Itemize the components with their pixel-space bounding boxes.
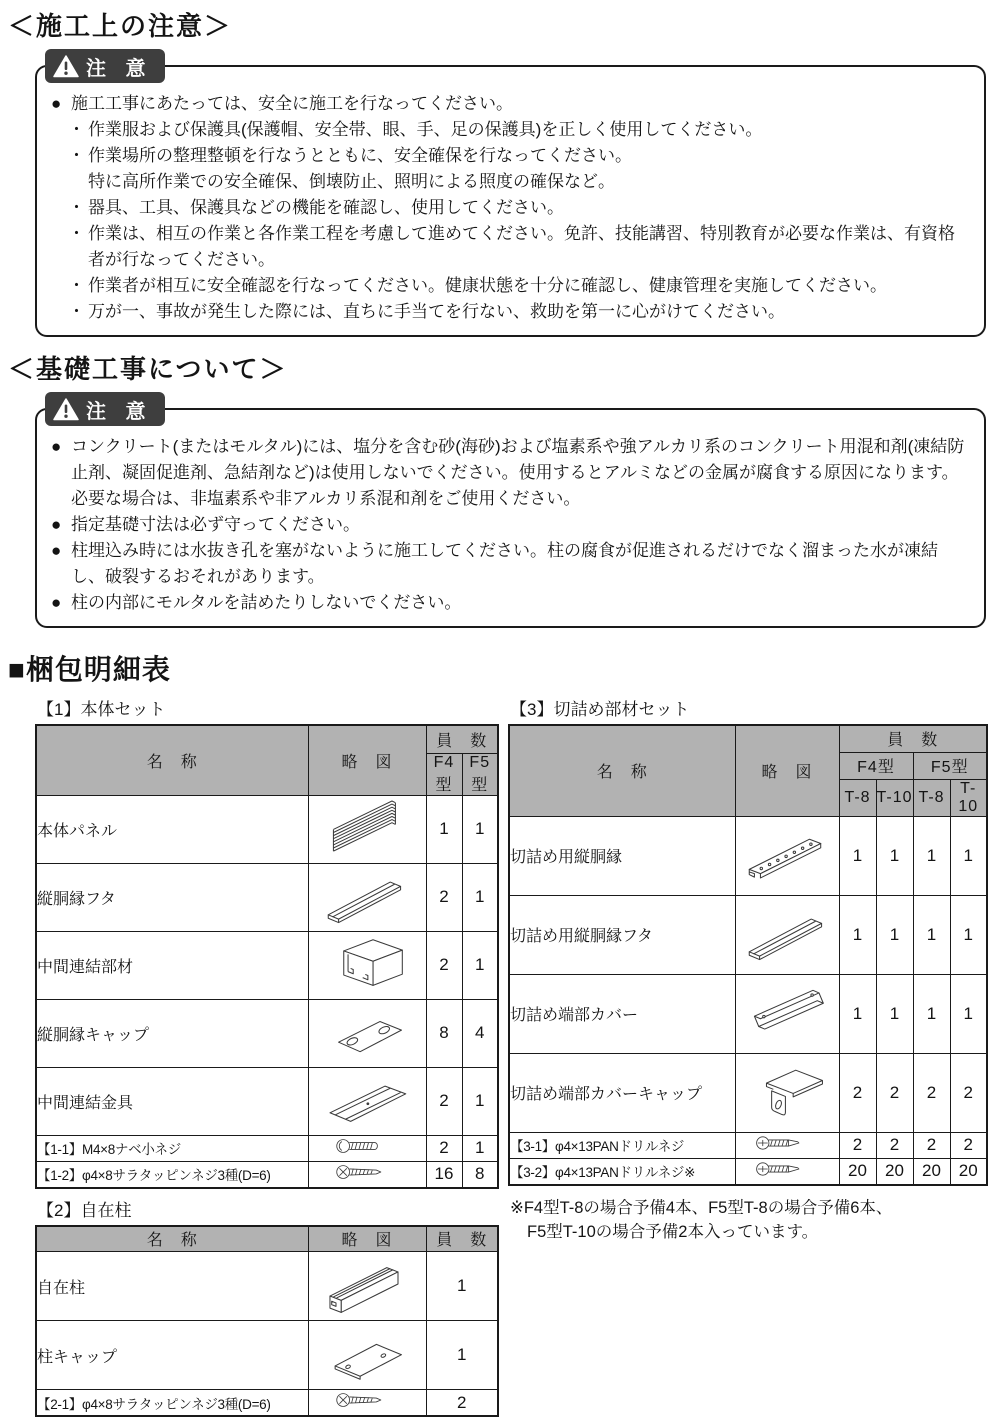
flat-strip-icon bbox=[736, 901, 840, 963]
qty-value: 2 bbox=[426, 1067, 462, 1135]
cover-cap-icon bbox=[736, 1059, 840, 1121]
qty-value: 2 bbox=[913, 1132, 950, 1158]
drilled-channel-icon bbox=[736, 822, 840, 884]
qty-value: 1 bbox=[462, 931, 498, 999]
table-row bbox=[36, 863, 498, 931]
instruction-document-page bbox=[0, 6, 1000, 1358]
bullet-marker: ● bbox=[51, 538, 71, 590]
qty-value: 1 bbox=[950, 816, 987, 895]
qty-value: 4 bbox=[462, 999, 498, 1067]
caution-block-construction bbox=[35, 49, 986, 337]
part-sketch-cell bbox=[308, 1390, 426, 1417]
caution-text: 柱埋込み時には水抜き孔を塞がないように施工してください。柱の腐食が促進されるだけでなく溜まった水が凍結し、破裂するおそれがあります。 bbox=[71, 538, 970, 590]
part-sketch-cell bbox=[308, 795, 426, 863]
table-row bbox=[509, 1053, 987, 1132]
flat-strip-icon bbox=[315, 864, 419, 926]
caution-item bbox=[51, 273, 970, 299]
table-row bbox=[509, 895, 987, 974]
qty-value: 2 bbox=[876, 1053, 913, 1132]
qty-value: 2 bbox=[426, 863, 462, 931]
bullet-marker: ● bbox=[51, 512, 71, 538]
part-name: 本体パネル bbox=[36, 795, 308, 863]
qty-value: 1 bbox=[913, 895, 950, 974]
caution-text: 施工工事にあたっては、安全に施工を行なってください。 bbox=[71, 91, 970, 117]
packing-tables-area bbox=[35, 690, 986, 1417]
part-name: 柱キャップ bbox=[36, 1321, 308, 1390]
part-sketch-cell bbox=[735, 1158, 839, 1185]
qty-value: 1 bbox=[462, 863, 498, 931]
caution-text: 作業者が相互に安全確認を行なってください。健康状態を十分に確認し、健康管理を実施してください。 bbox=[88, 273, 970, 299]
caution-text: 作業は、相互の作業と各作業工程を考慮して進めてください。免許、技能講習、特別教育が必要な作業は、有資格者が行なってください。 bbox=[88, 221, 970, 273]
qty-value: 1 bbox=[913, 974, 950, 1053]
panel-stack-icon bbox=[315, 796, 419, 858]
part-sketch-cell bbox=[308, 1252, 426, 1321]
caution-text: 柱の内部にモルタルを詰めたりしないでください。 bbox=[71, 590, 970, 616]
caution-item bbox=[51, 91, 970, 117]
table-row bbox=[36, 1321, 498, 1390]
caution-list bbox=[51, 91, 970, 325]
table-free-post bbox=[35, 1225, 499, 1417]
part-sketch-cell bbox=[735, 1053, 839, 1132]
part-name: 切詰め端部カバーキャップ bbox=[509, 1053, 735, 1132]
bullet-marker: ・ bbox=[68, 117, 88, 143]
header-t10: T-10 bbox=[950, 779, 987, 816]
table-row bbox=[36, 931, 498, 999]
caution-box bbox=[35, 408, 986, 628]
part-name: 【3-1】φ4×13PANドリルネジ bbox=[509, 1132, 735, 1158]
part-sketch-cell bbox=[735, 816, 839, 895]
qty-value: 2 bbox=[426, 1390, 498, 1417]
qty-value: 1 bbox=[876, 816, 913, 895]
part-name: 切詰め端部カバー bbox=[509, 974, 735, 1053]
cap-plate-icon bbox=[315, 1000, 419, 1062]
footnote-line: ※F4型T-8の場合予備4本、F5型T-8の場合予備6本、 bbox=[510, 1196, 986, 1220]
screw-flat-icon bbox=[334, 1162, 400, 1182]
caution-badge-label: 注 意 bbox=[86, 52, 153, 81]
caution-block-foundation bbox=[35, 392, 986, 628]
bullet-marker: ・ bbox=[68, 273, 88, 299]
table-row bbox=[36, 1135, 498, 1161]
warning-triangle-icon bbox=[53, 55, 79, 78]
qty-value: 8 bbox=[462, 1161, 498, 1188]
part-sketch-cell bbox=[735, 974, 839, 1053]
table-body-set bbox=[35, 724, 499, 1189]
caution-item bbox=[51, 434, 970, 512]
caution-item bbox=[51, 299, 970, 325]
qty-value: 8 bbox=[426, 999, 462, 1067]
part-name: 縦胴縁フタ bbox=[36, 863, 308, 931]
header-sketch: 略 図 bbox=[735, 725, 839, 816]
header-t8: T-8 bbox=[839, 779, 876, 816]
section-title-construction-notes: ＜施工上の注意＞ bbox=[8, 6, 1000, 43]
part-sketch-cell bbox=[308, 1135, 426, 1161]
header-group-f5: F5型 bbox=[913, 752, 987, 779]
channel-icon bbox=[315, 932, 419, 994]
part-sketch-cell bbox=[735, 895, 839, 974]
caution-item bbox=[51, 117, 970, 143]
caution-item bbox=[51, 195, 970, 221]
section-title-foundation: ＜基礎工事について＞ bbox=[8, 349, 1000, 386]
qty-value: 1 bbox=[950, 974, 987, 1053]
part-sketch-cell bbox=[308, 1067, 426, 1135]
table-row bbox=[36, 1067, 498, 1135]
qty-value: 16 bbox=[426, 1161, 462, 1188]
caution-text: 器具、工具、保護具などの機能を確認し、使用してください。 bbox=[88, 195, 970, 221]
header-f4: F4型 bbox=[426, 753, 462, 795]
table1-caption: 【1】本体セット bbox=[37, 695, 497, 720]
qty-value: 1 bbox=[950, 895, 987, 974]
qty-value: 20 bbox=[913, 1158, 950, 1185]
post-icon bbox=[315, 1253, 419, 1315]
table-row bbox=[36, 1161, 498, 1188]
warning-triangle-icon bbox=[53, 398, 79, 421]
table-row bbox=[36, 999, 498, 1067]
part-sketch-cell bbox=[308, 1321, 426, 1390]
caution-text: コンクリート(またはモルタル)には、塩分を含む砂(海砂)および塩素系や強アルカリ系のコンクリート用混和剤(凍結防止剤、凝固促進剤、急結剤など)は使用しないでください。使用するとアルミなどの金属が腐食する原因になります。必要な場合は、非塩素系や非アルカリ系混和剤をご使用ください。 bbox=[71, 434, 970, 512]
table2-caption: 【2】自在柱 bbox=[37, 1196, 497, 1221]
table3-footnote bbox=[510, 1196, 986, 1244]
qty-value: 20 bbox=[839, 1158, 876, 1185]
qty-value: 1 bbox=[462, 1067, 498, 1135]
qty-value: 2 bbox=[876, 1132, 913, 1158]
caution-text: 特に高所作業での安全確保、倒壊防止、照明による照度の確保など。 bbox=[88, 169, 970, 195]
bullet-marker: ● bbox=[51, 434, 71, 512]
screw-flat-icon bbox=[334, 1390, 400, 1410]
caution-text: 作業場所の整理整頓を行なうとともに、安全確保を行なってください。 bbox=[88, 143, 970, 169]
part-name: 縦胴縁キャップ bbox=[36, 999, 308, 1067]
bullet-marker: ● bbox=[51, 91, 71, 117]
qty-value: 1 bbox=[462, 1135, 498, 1161]
qty-value: 20 bbox=[876, 1158, 913, 1185]
bullet-marker: ・ bbox=[68, 143, 88, 169]
header-t8: T-8 bbox=[913, 779, 950, 816]
qty-value: 2 bbox=[839, 1053, 876, 1132]
header-sketch: 略 図 bbox=[308, 725, 426, 795]
header-f5: F5型 bbox=[462, 753, 498, 795]
table-row bbox=[509, 974, 987, 1053]
part-name: 自在柱 bbox=[36, 1252, 308, 1321]
qty-value: 1 bbox=[913, 816, 950, 895]
table-row bbox=[509, 1158, 987, 1185]
packing-list-title: ■梱包明細表 bbox=[8, 648, 1000, 688]
caution-box bbox=[35, 65, 986, 337]
caution-badge bbox=[45, 49, 165, 83]
qty-value: 1 bbox=[839, 895, 876, 974]
header-name: 名 称 bbox=[36, 725, 308, 795]
bullet-marker: ・ bbox=[68, 195, 88, 221]
part-name: 中間連結部材 bbox=[36, 931, 308, 999]
packing-left-column bbox=[35, 690, 497, 1417]
footnote-line: F5型T-10の場合予備2本入っています。 bbox=[510, 1220, 986, 1244]
table-row bbox=[36, 795, 498, 863]
caution-text: 指定基礎寸法は必ず守ってください。 bbox=[71, 512, 970, 538]
caution-item bbox=[51, 590, 970, 616]
end-cover-icon bbox=[736, 980, 840, 1042]
part-sketch-cell bbox=[308, 931, 426, 999]
joint-plate-icon bbox=[315, 1068, 419, 1130]
caution-list bbox=[51, 434, 970, 616]
caution-text: 作業服および保護具(保護帽、安全帯、眼、手、足の保護具)を正しく使用してください。 bbox=[88, 117, 970, 143]
header-qty: 員 数 bbox=[426, 1226, 498, 1252]
qty-value: 1 bbox=[426, 1252, 498, 1321]
header-qty: 員 数 bbox=[426, 725, 498, 753]
screw-drill-icon bbox=[754, 1133, 820, 1153]
part-name: 切詰め用縦胴縁フタ bbox=[509, 895, 735, 974]
table-row bbox=[509, 816, 987, 895]
bullet-marker: ・ bbox=[68, 221, 88, 273]
header-t10: T-10 bbox=[876, 779, 913, 816]
part-name: 【1-1】M4×8ナベ小ネジ bbox=[36, 1135, 308, 1161]
table-cut-parts-set bbox=[508, 724, 988, 1186]
bullet-marker: ・ bbox=[68, 299, 88, 325]
part-sketch-cell bbox=[735, 1132, 839, 1158]
part-name: 切詰め用縦胴縁 bbox=[509, 816, 735, 895]
table-row bbox=[509, 1132, 987, 1158]
header-sketch: 略 図 bbox=[308, 1226, 426, 1252]
qty-value: 2 bbox=[426, 931, 462, 999]
screw-pan-icon bbox=[334, 1136, 400, 1156]
part-sketch-cell bbox=[308, 1161, 426, 1188]
caution-item bbox=[51, 512, 970, 538]
qty-value: 2 bbox=[426, 1135, 462, 1161]
caution-item bbox=[51, 538, 970, 590]
table-row bbox=[36, 1390, 498, 1417]
part-name: 中間連結金具 bbox=[36, 1067, 308, 1135]
qty-value: 2 bbox=[950, 1132, 987, 1158]
header-name: 名 称 bbox=[509, 725, 735, 816]
bullet-marker: ● bbox=[51, 590, 71, 616]
caution-item bbox=[51, 221, 970, 273]
qty-value: 2 bbox=[950, 1053, 987, 1132]
qty-value: 20 bbox=[950, 1158, 987, 1185]
qty-value: 1 bbox=[462, 795, 498, 863]
qty-value: 1 bbox=[426, 1321, 498, 1390]
part-name: 【3-2】φ4×13PANドリルネジ※ bbox=[509, 1158, 735, 1185]
screw-drill-icon bbox=[754, 1159, 820, 1179]
part-name: 【1-2】φ4×8サラタッピンネジ3種(D=6) bbox=[36, 1161, 308, 1188]
qty-value: 2 bbox=[839, 1132, 876, 1158]
header-qty: 員 数 bbox=[839, 725, 987, 752]
header-name: 名 称 bbox=[36, 1226, 308, 1252]
part-name: 【2-1】φ4×8サラタッピンネジ3種(D=6) bbox=[36, 1390, 308, 1417]
caution-text: 万が一、事故が発生した際には、直ちに手当てを行ない、救助を第一に心がけてください。 bbox=[88, 299, 970, 325]
header-group-f4: F4型 bbox=[839, 752, 913, 779]
qty-value: 1 bbox=[876, 974, 913, 1053]
part-sketch-cell bbox=[308, 999, 426, 1067]
packing-right-column bbox=[508, 690, 986, 1244]
table-row bbox=[36, 1252, 498, 1321]
qty-value: 1 bbox=[876, 895, 913, 974]
caution-item bbox=[51, 169, 970, 195]
qty-value: 1 bbox=[426, 795, 462, 863]
caution-badge-label: 注 意 bbox=[86, 395, 153, 424]
caution-badge bbox=[45, 392, 165, 426]
post-cap-icon bbox=[315, 1322, 419, 1384]
qty-value: 2 bbox=[913, 1053, 950, 1132]
table3-caption: 【3】切詰め部材セット bbox=[510, 695, 986, 720]
qty-value: 1 bbox=[839, 974, 876, 1053]
part-sketch-cell bbox=[308, 863, 426, 931]
caution-item bbox=[51, 143, 970, 169]
qty-value: 1 bbox=[839, 816, 876, 895]
